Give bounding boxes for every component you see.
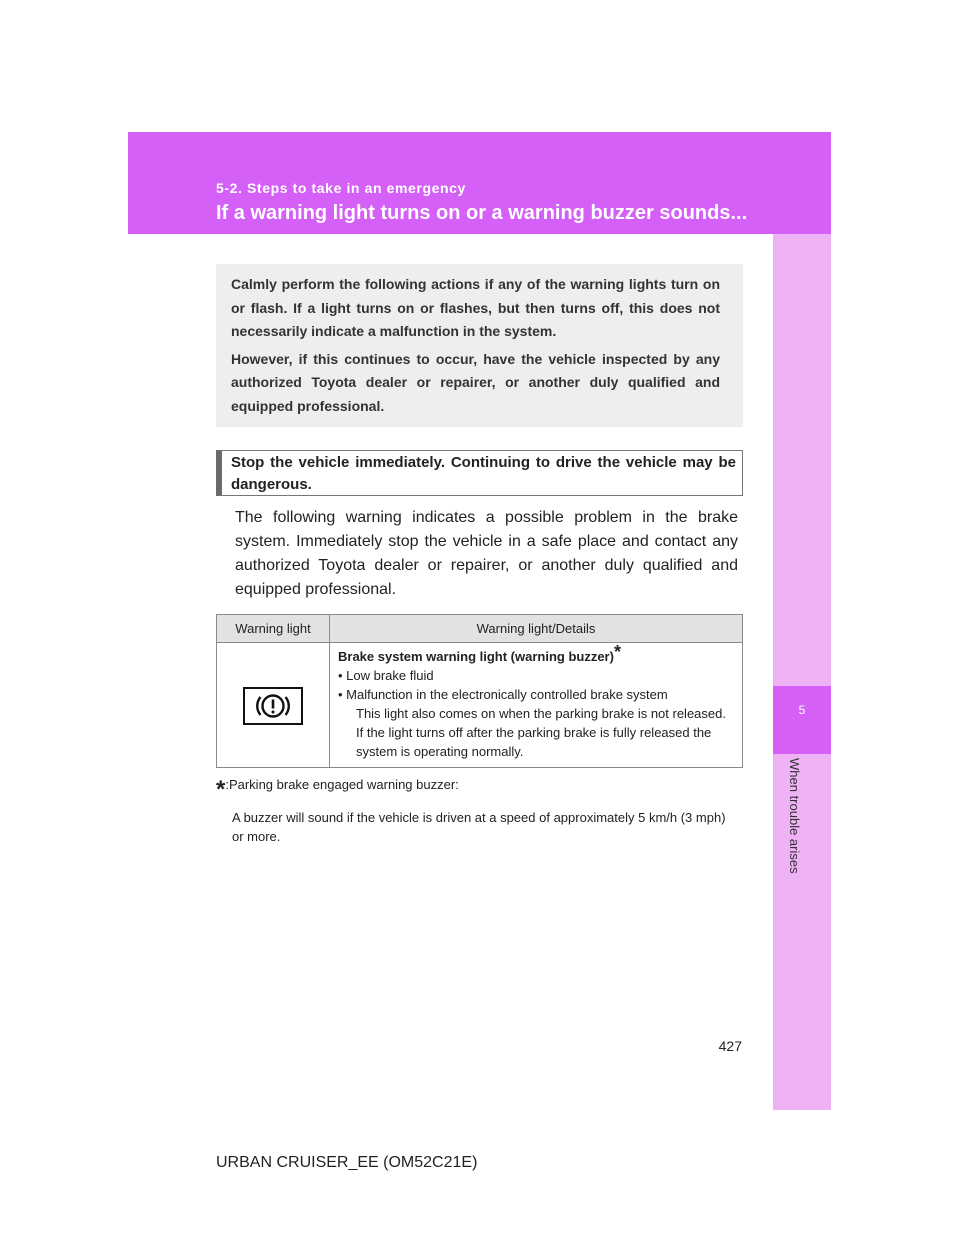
- chapter-header-band: [128, 132, 831, 234]
- warning-heading: Stop the vehicle immediately. Continuing to drive the vehicle may be dangerous.: [216, 450, 743, 496]
- table-row: [217, 643, 743, 768]
- chapter-side-tab: [773, 234, 831, 1110]
- footnote-label: [216, 776, 459, 804]
- column-header-warning-light: Warning light: [217, 615, 330, 643]
- body-text: The following warning indicates a possible problem in the brake system. Immediately stop the vehicle in a safe place and contact any authorized Toyota dealer or repairer, or another duly qualified and equipped professional.: [235, 509, 738, 598]
- page-number: 427: [718, 1038, 742, 1054]
- list-item: • Low brake fluid: [338, 668, 434, 683]
- footnote-text: A buzzer will sound if the vehicle is driven at a speed of approximately 5 km/h (3 mph) or more.: [232, 810, 726, 844]
- list-item: • Malfunction in the electronically controlled brake system: [338, 687, 668, 702]
- warning-light-table: [216, 614, 743, 768]
- intro-paragraph-1: Calmly perform the following actions if any of the warning lights turn on or flash. If a light turns on or flashes, but then turns off, this does not necessarily indicate a malfunction in the system.: [231, 276, 720, 339]
- section-label: 5-2. Steps to take in an emergency: [216, 180, 466, 196]
- footnote-label-text: :Parking brake engaged warning buzzer:: [225, 777, 459, 792]
- footnote-star: *: [216, 776, 226, 803]
- chapter-number-tab[interactable]: 5: [773, 686, 831, 754]
- warning-light-title-text: Brake system warning light (warning buzzer): [338, 649, 614, 664]
- intro-paragraph-2: However, if this continues to occur, have the vehicle inspected by any authorized Toyota dealer or repairer, or another duly qualified and equipped professional.: [231, 350, 720, 414]
- table-header-row: [217, 615, 743, 643]
- page-title: If a warning light turns on or a warning buzzer sounds...: [216, 202, 748, 224]
- footnote-marker: *: [613, 642, 621, 662]
- warning-light-title: [338, 642, 734, 666]
- warning-light-note: This light also comes on when the parking brake is not released. If the light turns off after the parking brake is fully released the system is operating normally.: [356, 706, 726, 759]
- footer-manual-id: URBAN CRUISER_EE (OM52C21E): [216, 1154, 478, 1171]
- intro-box: [216, 264, 743, 427]
- chapter-title: When trouble arises: [787, 758, 802, 874]
- warning-light-details-cell: [330, 643, 743, 768]
- brake-system-warning-icon: [243, 687, 303, 725]
- column-header-details: Warning light/Details: [330, 615, 743, 643]
- warning-light-cell: [217, 643, 330, 768]
- warning-cause-list: [338, 666, 734, 704]
